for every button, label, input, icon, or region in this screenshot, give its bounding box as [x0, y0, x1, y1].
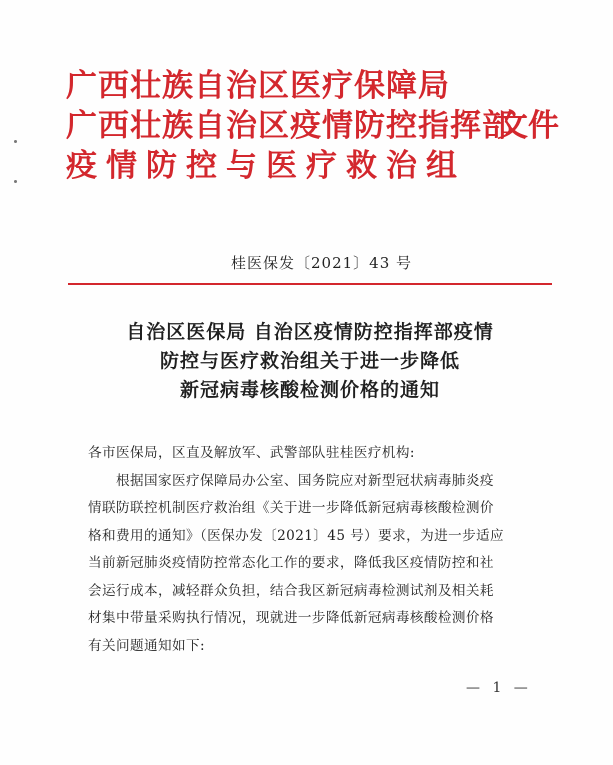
body-line: 情联防联控机制医疗救治组《关于进一步降低新冠病毒核酸检测价: [88, 500, 494, 516]
salutation: 各市医保局，区直及解放军、武警部队驻桂医疗机构:: [88, 445, 415, 461]
document-number: 桂医保发〔2021〕43 号: [230, 254, 413, 272]
body-line: 根据国家医疗保障局办公室、国务院应对新型冠状病毒肺炎疫: [116, 472, 494, 489]
body-line: 材集中带量采购执行情况，现就进一步降低新冠病毒核酸检测价格: [88, 610, 494, 626]
red-divider-line: [68, 283, 552, 285]
body-line: 会运行成本，减轻群众负担，结合我区新冠病毒检测试剂及相关耗: [88, 582, 494, 599]
issuer-line-1: 广西壮族自治区医疗保障局: [66, 68, 450, 104]
document-label: 文件: [497, 108, 559, 144]
title-line-2: 防控与医疗救治组关于进一步降低: [159, 350, 460, 372]
page-number: — 1 —: [466, 680, 532, 696]
body-line: 有关问题通知如下:: [88, 637, 205, 654]
body-line: 格和费用的通知》（医保办发〔2021〕45 号）要求，为进一步适应: [88, 527, 505, 544]
title-line-1: 自治区医保局 自治区疫情防控指挥部疫情: [126, 321, 494, 343]
issuer-header: [66, 66, 566, 186]
document-body: [88, 440, 558, 660]
body-line: 当前新冠肺炎疫情防控常态化工作的要求，降低我区疫情防控和社: [88, 555, 494, 571]
document-title: [70, 318, 550, 405]
scan-margin-mark: [14, 140, 17, 143]
issuer-line-3: 疫情防控与医疗救治组: [66, 148, 466, 184]
scan-margin-mark: [14, 180, 17, 183]
issuer-line-2: 广西壮族自治区疫情防控指挥部: [66, 108, 514, 144]
title-line-3: 新冠病毒核酸检测价格的通知: [179, 379, 440, 401]
